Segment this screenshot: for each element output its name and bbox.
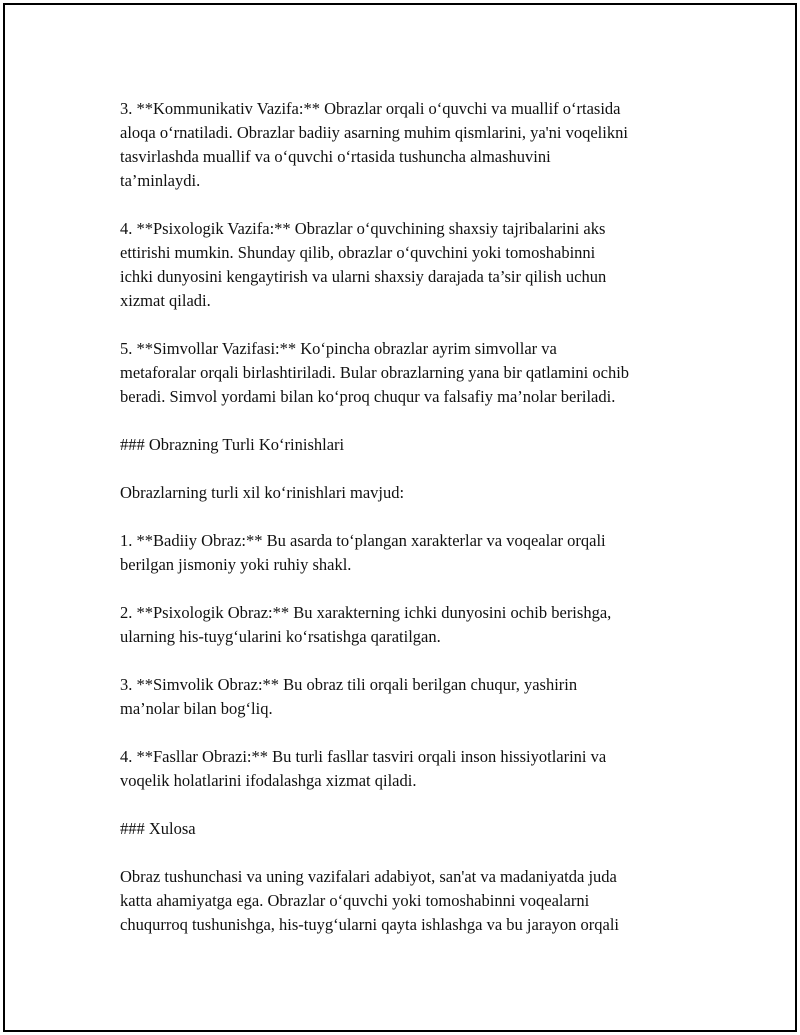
page-frame: [3, 3, 797, 1032]
document-body: [120, 97, 700, 961]
list-item-artistic-image: 1. **Badiiy Obraz:** Bu asarda to‘plangan xarakterlar va voqealar orqali berilgan jismoniy yoki ruhiy shakl.: [120, 531, 606, 574]
paragraph-symbol-function: 5. **Simvollar Vazifasi:** Ko‘pincha obrazlar ayrim simvollar va metaforalar orqali birlashtiriladi. Bular obrazlarning yana bir qatlamini ochib beradi. Simvol yordami bilan ko‘proq chuqur va falsafiy ma’nolar beriladi.: [120, 339, 630, 406]
paragraph-forms-intro: Obrazlarning turli xil ko‘rinishlari mavjud:: [120, 483, 405, 502]
paragraph-communicative-function: 3. **Kommunikativ Vazifa:** Obrazlar orqali o‘quvchi va muallif o‘rtasida aloqa o‘rnatiladi. Obrazlar badiiy asarning muhim qismlarini, ya'ni voqelikni tasvirlashda muallif va o‘quvchi o‘rtasida tushuncha almashuvini ta’minlaydi.: [120, 99, 628, 190]
heading-forms-of-image: ### Obrazning Turli Ko‘rinishlari: [120, 435, 345, 454]
paragraph-psychological-function: 4. **Psixologik Vazifa:** Obrazlar o‘quvchining shaxsiy tajribalarini aks ettirishi mumkin. Shunday qilib, obrazlar o‘quvchini yoki tomoshabinni ichki dunyosini kengaytirish va ularni shaxsiy darajada ta’sir qilish uchun xizmat qiladi.: [120, 219, 607, 310]
list-item-seasons-image: 4. **Fasllar Obrazi:** Bu turli fasllar tasviri orqali inson hissiyotlarini va voqelik holatlarini ifodalashga xizmat qiladi.: [120, 747, 607, 790]
heading-conclusion: ### Xulosa: [120, 819, 196, 838]
list-item-psychological-image: 2. **Psixologik Obraz:** Bu xarakterning ichki dunyosini ochib berishga, ularning his-tuyg‘ularini ko‘rsatishga qaratilgan.: [120, 603, 612, 646]
paragraph-conclusion: Obraz tushunchasi va uning vazifalari adabiyot, san'at va madaniyatda juda katta ahamiyatga ega. Obrazlar o‘quvchi yoki tomoshabinni voqealarni chuqurroq tushunishga, his-tuyg‘ularni qayta ishlashga va bu jarayon orqali: [120, 867, 620, 934]
list-item-symbolic-image: 3. **Simvolik Obraz:** Bu obraz tili orqali berilgan chuqur, yashirin ma’nolar bilan bog‘liq.: [120, 675, 578, 718]
